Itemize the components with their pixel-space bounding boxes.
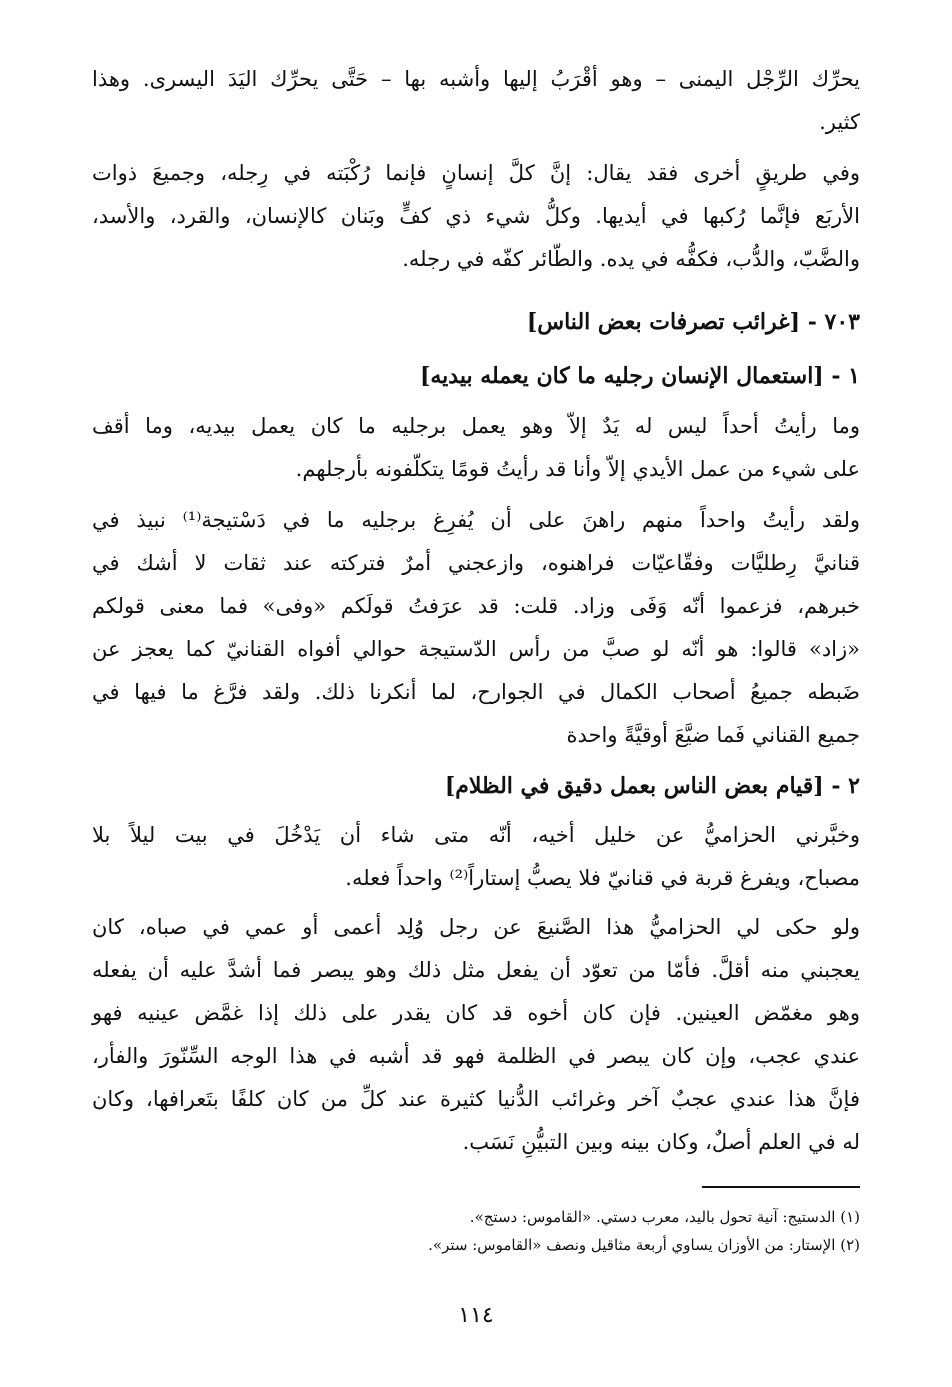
footnote: (٢) الإستار: من الأوزان يساوي أربعة مثاقيل ونصف «القاموس: ستر». [428,1236,860,1254]
paragraph [92,906,860,1164]
text-line: ولو حكى لي الحزاميُّ هذا الصَّنيعَ عن رجل وُلِد أعمى أو عمي في صباه، كان [92,915,860,939]
text-line: ولقد رأيتُ واحداً منهم راهنَ على أن يُفرِغ برجليه ما في دَسْتيجة⁽¹⁾ نبيذ في [92,508,861,532]
text-line: عندي عجب، وإن كان يبصر في الظلمة فهو قد أشبه في هذا الوجه السِّنّورَ والفأر، [92,1044,860,1068]
text-line: وخبَّرني الحزاميُّ عن خليل أخيه، أنّه متى شاء أن يَدْخُلَ في بيت ليلاً بلا [92,823,860,847]
footnote-separator [702,1186,860,1188]
text-line: كثير. [819,110,860,134]
text-line: جميع القناني فَما ضيَّعَ أوقيَّةً واحدة [566,723,860,747]
text-line: وهو مغمّض العينين. فإن كان أخوه قد كان يقدر على ذلك إذا غمَّض عينيه فهو [92,1001,860,1025]
subheading: ١ - [استعمال الإنسان رجليه ما كان يعمله بيديه] [419,363,860,389]
section-heading: ٧٠٣ - [غرائب تصرفات بعض الناس] [526,309,860,335]
text-line: «زاد» قالوا: هو أنّه لو صبَّ من رأس الدّستيجة حوالي أفواه القنانيّ كما يعجز عن [92,637,860,661]
subheading: ٢ - [قيام بعض الناس بعمل دقيق في الظلام] [444,773,860,799]
text-line: فإنَّ هذا عندي عجبٌ آخر وغرائب الدُّنيا كثيرة عند كلِّ من كان كلفًا بتَعرافها، وكان [92,1087,860,1111]
paragraph-continuation [92,58,860,144]
paragraph [92,152,860,281]
paragraph [92,499,860,757]
paragraph [92,814,860,900]
text-line: وما رأيتُ أحداً ليس له يَدٌ إلاّ وهو يعمل برجليه ما كان يعمل بيديه، وما أقف [92,414,860,438]
text-line: ضَبطه جميعُ أصحاب الكمال في الجوارح، لما أنكرنا ذلك. ولقد فرَّغ ما فيها في [92,680,860,704]
text-line: له في العلم أصلٌ، وكان بينه وبين التبيُّنِ نَسَب. [462,1130,860,1154]
text-line: وفي طريقٍ أخرى فقد يقال: إنَّ كلَّ إنسانٍ فإنما رُكْبَته في رِجله، وجميعَ ذوات [92,161,860,185]
text-line: خبرهم، فزعموا أنّه وَفَى وزاد. قلت: قد عرَفتُ قولَكم «وفى» فما معنى قولكم [92,594,860,618]
text-line: على شيء من عمل الأيدي إلاّ وأنا قد رأيتُ قومًا يتكلّفونه بأرجلهم. [295,457,860,481]
text-line: يعجبني منه أقلَّ. فأمّا من تعوّد أن يفعل مثل ذلك وهو يبصر فما أشدَّ عليه أن يفعله [92,958,860,982]
text-line: مصباح، ويفرغ قربة في قنانيّ فلا يصبُّ إستاراً⁽²⁾ واحداً فعله. [345,866,860,890]
footnote: (١) الدستيج: آنية تحول باليد، معرب دستي. «القاموس: دستج». [469,1208,860,1226]
text-line: يحرِّك الرِّجْل اليمنى – وهو أقْرَبُ إليها وأشبه بها – حَتَّى يحرِّك اليَدَ اليسرى. وهذا [92,67,860,91]
page-number: ١١٤ [458,1303,494,1328]
text-line: قنانيَّ رِطليَّات وفقّاعيّات فراهنوه، وازعجني أمرٌ فتركته عند ثقات لا أشك في [92,551,860,575]
text-line: الأربَع فإنَّما رُكبها في أيديها. وكلُّ شيء ذي كفٍّ وبَنان كالإنسان، والقرد، والأسد، [92,204,860,228]
paragraph [92,405,860,491]
text-line: والضَّبّ، والدُّب، فكفُّه في يده. والطّائر كفّه في رجله. [402,247,860,271]
